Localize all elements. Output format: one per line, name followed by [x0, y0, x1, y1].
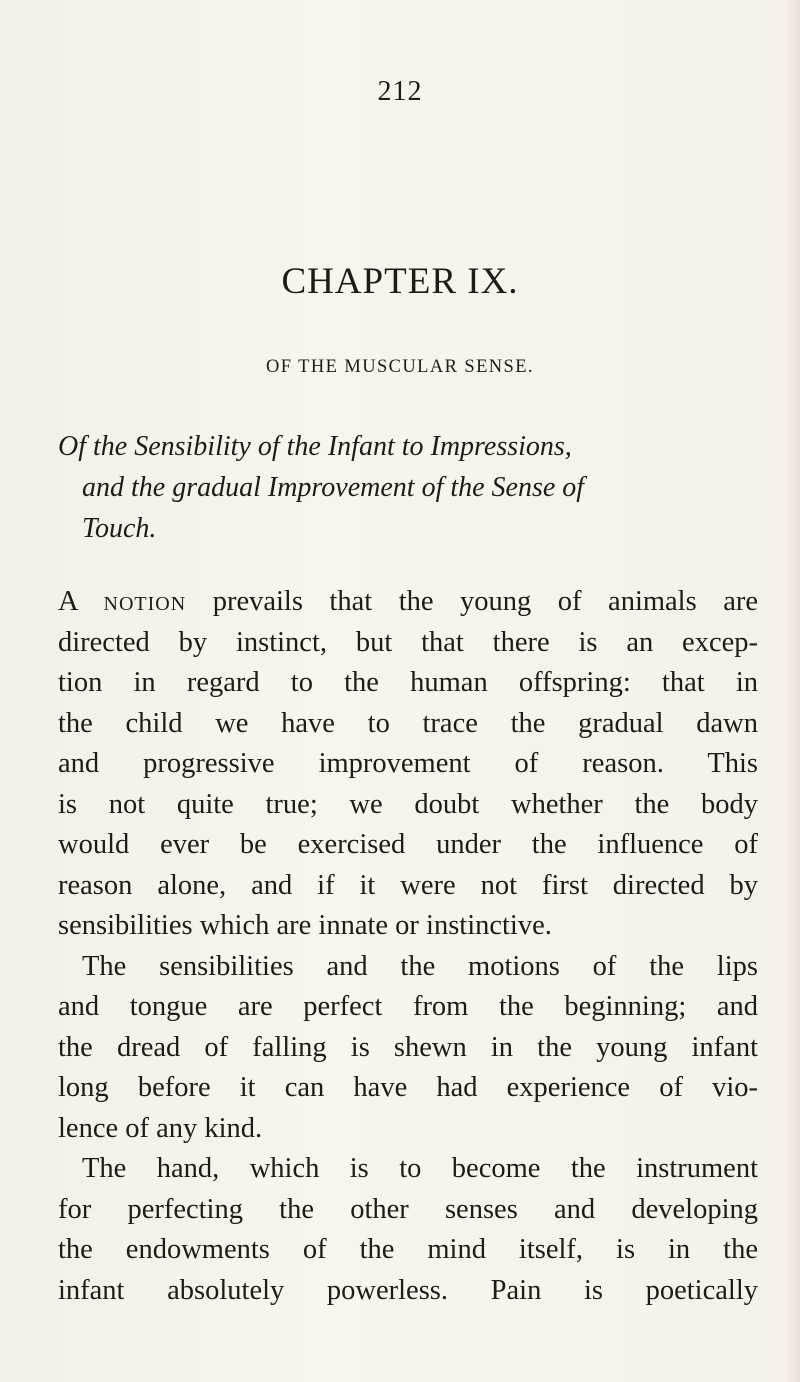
body-text: [58, 582, 758, 1311]
text-line: the child we have to trace the gradual dawn: [58, 707, 758, 739]
text-line: the endowments of the mind itself, is in the: [58, 1234, 758, 1265]
opening-small-caps: notion: [103, 586, 187, 617]
text-line: and tongue are perfect from the beginning; and: [58, 991, 758, 1022]
chapter-title: CHAPTER IX.: [281, 261, 519, 302]
text-line: The hand, which is to become the instrument: [82, 1153, 758, 1184]
text-line: for perfecting the other senses and developing: [58, 1193, 758, 1225]
text-line: would ever be exercised under the influence of: [58, 829, 758, 860]
page-number: 212: [377, 76, 423, 107]
subtitle-line: Touch.: [82, 513, 157, 544]
subtitle-line: Of the Sensibility of the Infant to Impressions,: [58, 431, 572, 462]
subtitle-line: and the gradual Improvement of the Sense of: [82, 472, 585, 503]
text-line: directed by instinct, but that there is an excep-: [58, 626, 758, 658]
page-edge-shadow: [786, 0, 800, 1382]
text-line: The sensibilities and the motions of the lips: [82, 950, 758, 982]
text-line: lence of any kind.: [58, 1112, 263, 1144]
text-line: sensibilities which are innate or instinctive.: [58, 910, 552, 941]
chapter-subtitle: [58, 426, 758, 549]
text-line: infant absolutely powerless. Pain is poetically: [58, 1274, 758, 1306]
text-line: reason alone, and if it were not first directed by: [58, 869, 758, 901]
text-line: the dread of falling is shewn in the young infant: [58, 1031, 758, 1063]
text-line-content: prevails that the young of animals are: [212, 586, 758, 617]
text-line: long before it can have had experience of vio-: [58, 1072, 758, 1103]
text-line: is not quite true; we doubt whether the body: [58, 788, 758, 820]
text-line: [58, 582, 758, 623]
opening-word: A: [58, 586, 78, 617]
section-title: OF THE MUSCULAR SENSE.: [266, 357, 534, 377]
text-line: and progressive improvement of reason. This: [58, 748, 758, 779]
text-line: tion in regard to the human offspring: that in: [58, 667, 758, 698]
